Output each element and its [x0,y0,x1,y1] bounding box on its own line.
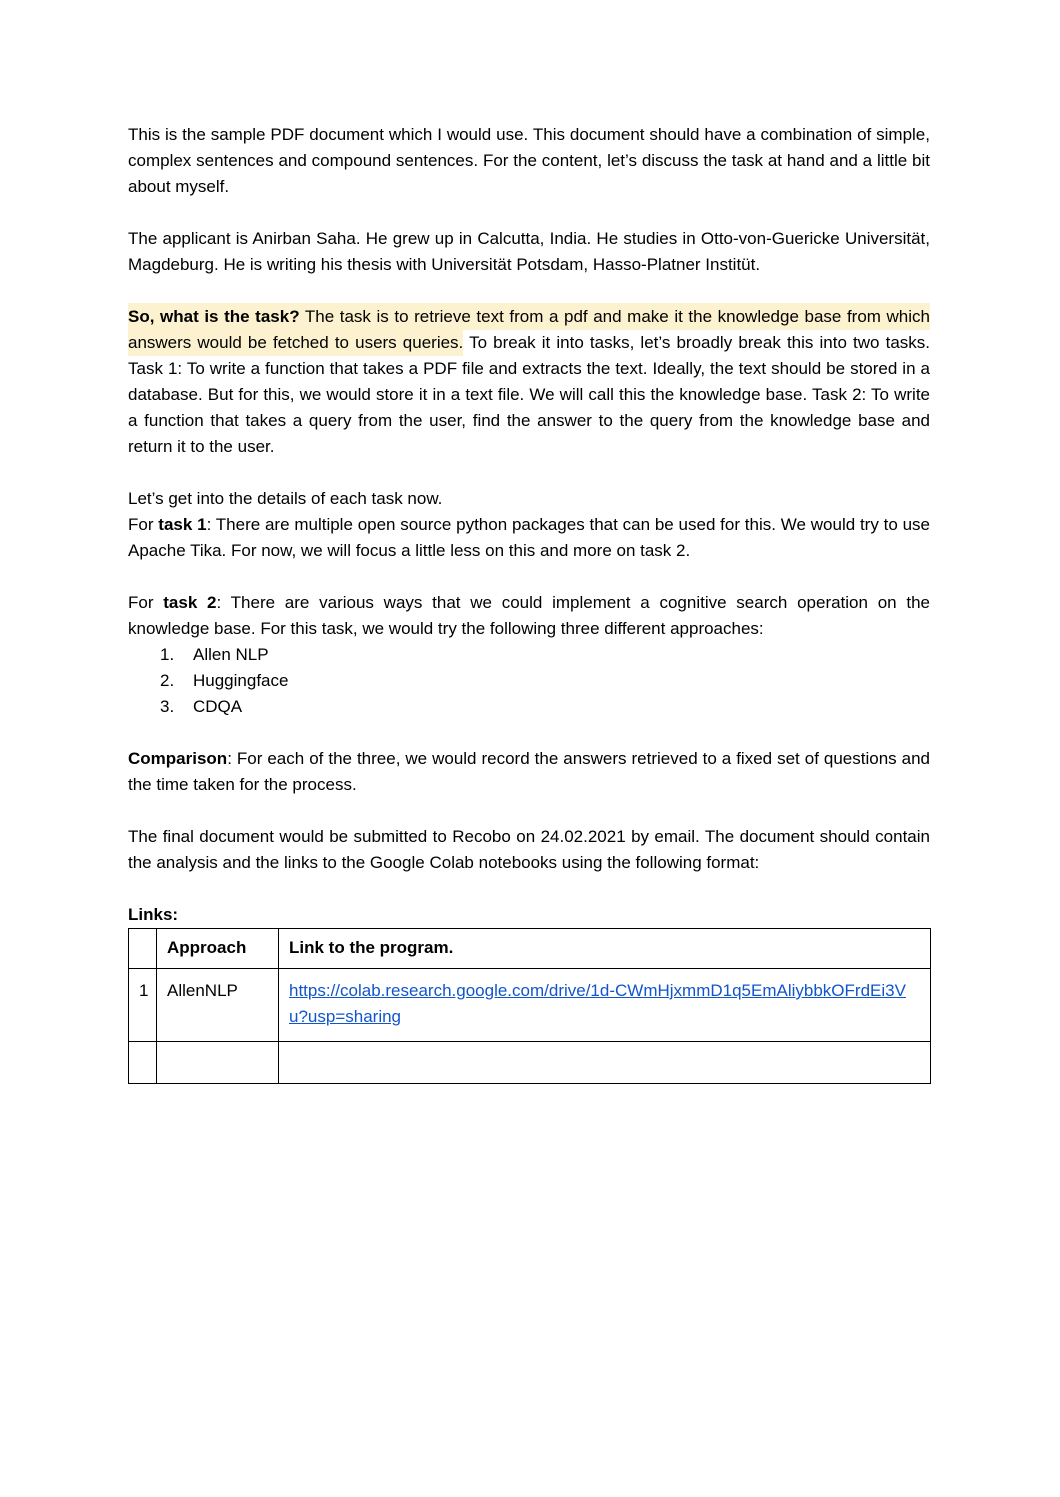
task2-rest-text: : There are various ways that we could implement a cognitive search operation on the knowledge base. For this task, we would try the following three different approaches: [128,593,931,638]
links-heading: Links: [128,905,179,924]
paragraph-comparison [128,746,930,798]
list-item [128,668,930,694]
table-row [129,969,931,1042]
approaches-list [128,642,930,720]
applicant-text: The applicant is Anirban Saha. He grew up in Calcutta, India. He studies in Otto-von-Guericke Universität, Magdeburg. He is writing his thesis with Universität Potsdam, Hasso-Platner Institüt. [128,229,930,274]
comparison-rest-text: : For each of the three, we would record the answers retrieved to a fixed set of questions and the time taken for the process. [128,749,930,794]
links-table-header-row [129,929,931,969]
task-rest-text: To break it into tasks, let’s broadly break this into two tasks. Task 1: To write a function that takes a PDF file and extracts the text. Ideally, the text should be stored in a database. But for this, we would store it in a text file. We will call this the knowledge base. Task 2: To write a function that takes a query from the user, find the answer to the query from the knowledge base and return it to the user. [128,333,930,456]
task1-bold-label: task 1 [158,515,207,534]
task-highlighted-text: The task is to retrieve text from a pdf and make it the knowledge base from which answers would be fetched to users queries. [128,303,930,356]
empty-link-cell [279,1042,931,1084]
task2-bold-label: task 2 [163,593,217,612]
list-item [128,642,930,668]
links-table [128,928,931,1084]
empty-index-cell [129,1042,157,1084]
header-approach-cell: Approach [157,929,279,969]
colab-link[interactable]: https://colab.research.google.com/drive/1d-CWmHjxmmD1q5EmAliybbkOFrdEi3Vu?usp=sharing [289,981,906,1026]
list-item-number: 1. [160,645,175,664]
task1-prefix: For [128,515,159,534]
task1-rest-text: : There are multiple open source python packages that can be used for this. We would try to use Apache Tika. For now, we will focus a little less on this and more on task 2. [128,515,931,560]
list-item-number: 3. [160,697,175,716]
details-intro-line [128,486,930,512]
task1-line [128,512,930,564]
final-text: The final document would be submitted to Recobo on 24.02.2021 by email. The document should contain the analysis and the links to the Google Colab notebooks using the following format: [128,827,930,872]
intro-text: This is the sample PDF document which I would use. This document should have a combination of simple, complex sentences and compound sentences. For the content, let’s discuss the task at hand and a little bit about myself. [128,125,930,196]
row-approach-cell: AllenNLP [157,969,279,1042]
list-item-label: Huggingface [193,671,289,690]
paragraph-task2 [128,590,930,642]
paragraph-task-details [128,486,930,564]
header-index-cell [129,929,157,969]
list-item-number: 2. [160,671,175,690]
paragraph-applicant [128,226,930,278]
list-item-label: CDQA [193,697,243,716]
task2-prefix: For [128,593,164,612]
row-index-cell: 1 [129,969,157,1042]
list-item-label: Allen NLP [193,645,269,664]
table-row-empty [129,1042,931,1084]
row-link-cell [279,969,931,1042]
paragraph-intro [128,122,930,200]
comparison-bold-label: Comparison [128,749,228,768]
paragraph-final [128,824,930,876]
header-link-cell: Link to the program. [279,929,931,969]
paragraph-task [128,304,930,460]
task-question-highlighted: So, what is the task? [128,303,300,330]
list-item [128,694,930,720]
empty-approach-cell [157,1042,279,1084]
details-intro-text: Let’s get into the details of each task now. [128,489,443,508]
